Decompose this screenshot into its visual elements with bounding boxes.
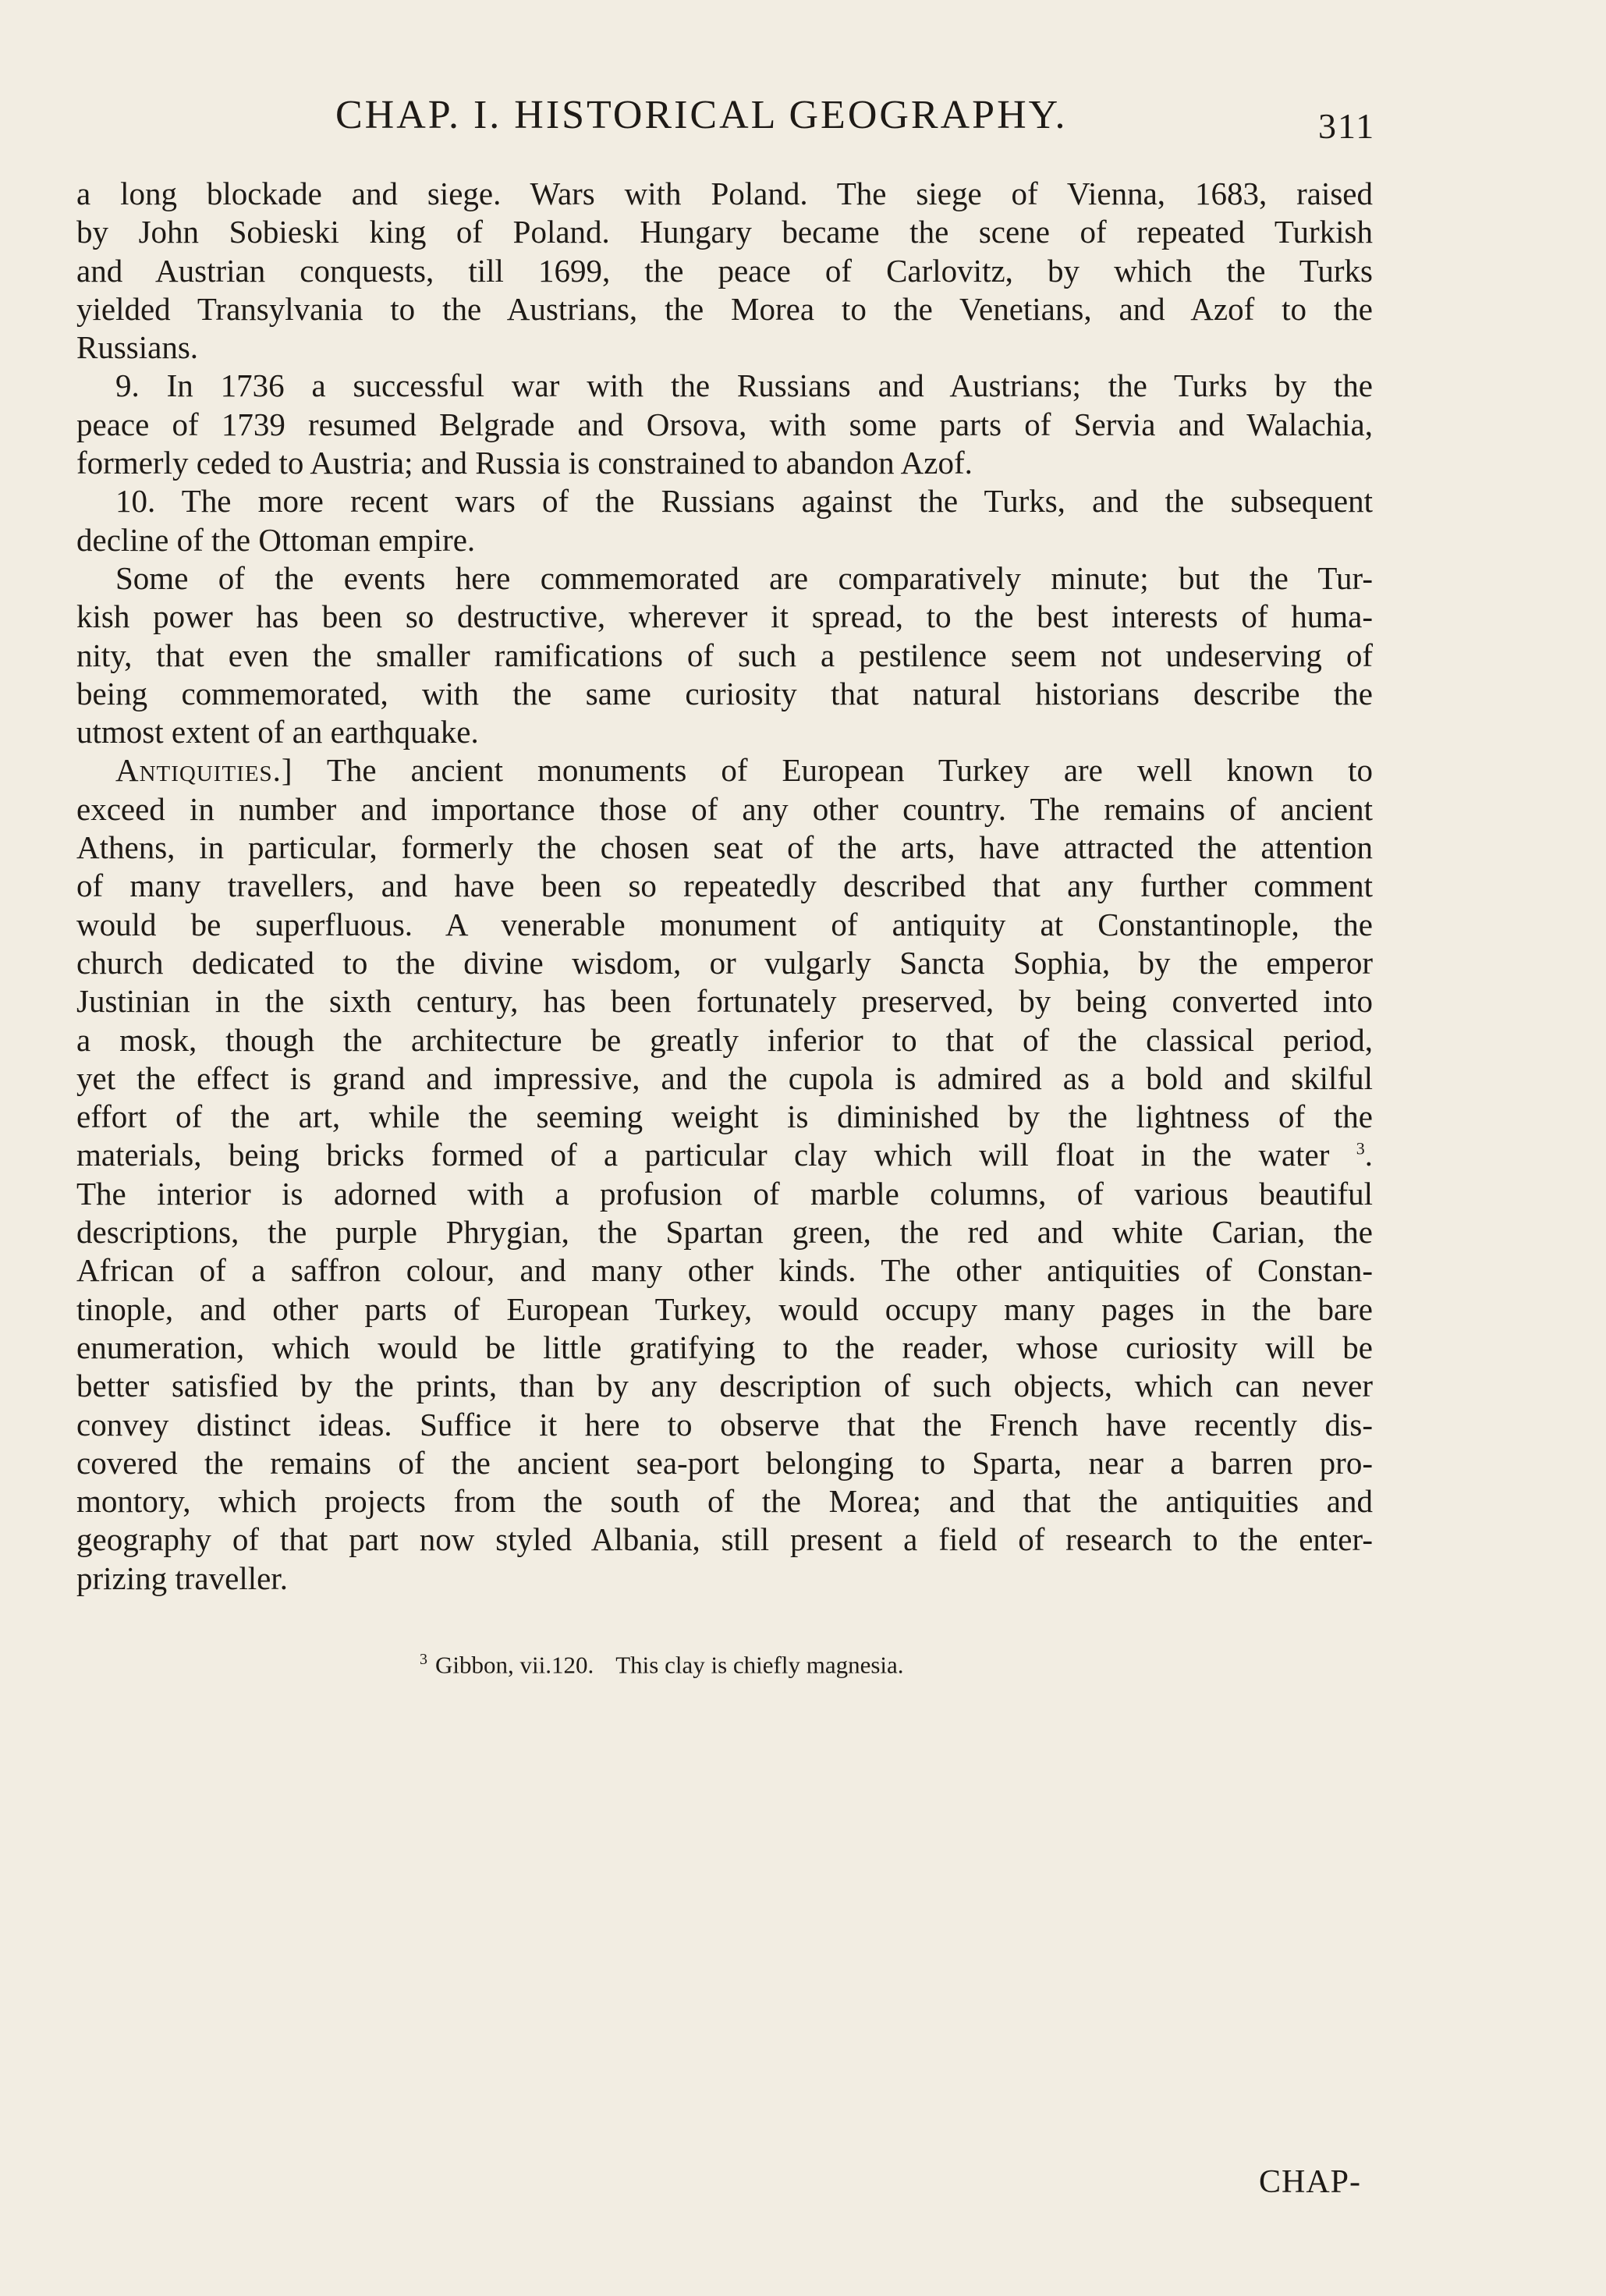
text-line: decline of the Ottoman empire. — [76, 521, 476, 558]
footnote-note: This clay is chiefly magnesia. — [615, 1651, 904, 1679]
text-line: prizing traveller. — [76, 1560, 288, 1596]
text-line: The interior is adorned with a profusion of marble columns, of various beautiful — [76, 1175, 1373, 1212]
footnote-source: Gibbon, vii.120. — [435, 1651, 594, 1679]
text-line: being commemorated, with the same curiosity that natural historians describe the — [76, 675, 1373, 712]
text-line: would be superfluous. A venerable monument of antiquity at Constantinople, the — [76, 906, 1373, 942]
footnote-mark: 3 — [420, 1651, 427, 1668]
footnote-reference-mark[interactable]: 3 — [1356, 1138, 1365, 1159]
text-line: yielded Transylvania to the Austrians, the Morea to the Venetians, and Azof to the — [76, 290, 1373, 327]
text-line: and Austrian conquests, till 1699, the peace of Carlovitz, by which the Turks — [76, 252, 1373, 289]
text-line: a long blockade and siege. Wars with Poland. The siege of Vienna, 1683, raised — [76, 176, 1373, 211]
text-line: Justinian in the sixth century, has been fortunately preserved, by being converted into — [76, 983, 1373, 1020]
text-line: Athens, in particular, formerly the chosen seat of the arts, have attracted the attention — [76, 829, 1373, 866]
running-head: CHAP. I. HISTORICAL GEOGRAPHY. — [335, 93, 1068, 137]
text-line: utmost extent of an earthquake. — [76, 714, 479, 751]
footnote — [420, 1644, 904, 1680]
text-line: a mosk, though the architecture be greatly inferior to that of the classical period, — [76, 1021, 1373, 1058]
text-line: kish power has been so destructive, wherever it spread, to the best interests of huma- — [76, 598, 1373, 635]
text-line: peace of 1739 resumed Belgrade and Orsova, with some parts of Servia and Walachia, — [76, 406, 1373, 442]
text-line: tinople, and other parts of European Turkey, would occupy many pages in the bare — [76, 1290, 1373, 1327]
text-line: yet the effect is grand and impressive, and the cupola is admired as a bold and skilful — [76, 1059, 1373, 1096]
footnote-reference-line — [76, 1136, 1373, 1174]
text-line: effort of the art, while the seeming weight is diminished by the lightness of the — [76, 1098, 1373, 1135]
text-line: exceed in number and importance those of any other country. The remains of ancient — [76, 790, 1373, 827]
text-line: by John Sobieski king of Poland. Hungary became the scene of repeated Turkish — [76, 214, 1373, 250]
catchword: CHAP- — [1259, 2164, 1362, 2200]
antiquities-heading: Antiquities.] — [115, 752, 293, 789]
text-line: 10. The more recent wars of the Russians against the Turks, and the subsequent — [115, 483, 1373, 520]
text-line: nity, that even the smaller ramifications of such a pestilence seem not undeserving of — [76, 637, 1373, 673]
text-line: 9. In 1736 a successful war with the Russians and Austrians; the Turks by the — [115, 367, 1373, 404]
text-line: Russians. — [76, 329, 199, 366]
antiquities-line — [76, 751, 1373, 790]
text-line: convey distinct ideas. Suffice it here to observe that the French have recently dis- — [76, 1406, 1373, 1443]
text-line: church dedicated to the divine wisdom, or vulgarly Sancta Sophia, by the emperor — [76, 944, 1373, 981]
text-line: descriptions, the purple Phrygian, the Spartan green, the red and white Carian, the — [76, 1214, 1373, 1251]
text-line: Some of the events here commemorated are comparatively minute; but the Tur- — [115, 559, 1373, 596]
text-line: of many travellers, and have been so repeatedly described that any further comment — [76, 868, 1373, 904]
water-line-end: . — [1364, 1137, 1373, 1173]
text-line: enumeration, which would be little gratifying to the reader, whose curiosity will be — [76, 1329, 1373, 1365]
page-number: 311 — [1318, 106, 1376, 146]
antiquities-first-text: The ancient monuments of European Turkey are well known to — [326, 752, 1374, 789]
water-line-text: materials, being bricks formed of a particular clay which will float in the water — [76, 1137, 1330, 1173]
text-line: African of a saffron colour, and many other kinds. The other antiquities of Constan- — [76, 1252, 1373, 1289]
text-line: covered the remains of the ancient sea-port belonging to Sparta, near a barren pro- — [76, 1444, 1373, 1481]
text-line: geography of that part now styled Albania, still present a field of research to the enter- — [76, 1521, 1373, 1558]
text-line: montory, which projects from the south of the Morea; and that the antiquities and — [76, 1483, 1373, 1520]
text-line: better satisfied by the prints, than by any description of such objects, which can never — [76, 1368, 1373, 1404]
text-line: formerly ceded to Austria; and Russia is constrained to abandon Azof. — [76, 445, 973, 481]
body-text — [76, 175, 1373, 1598]
